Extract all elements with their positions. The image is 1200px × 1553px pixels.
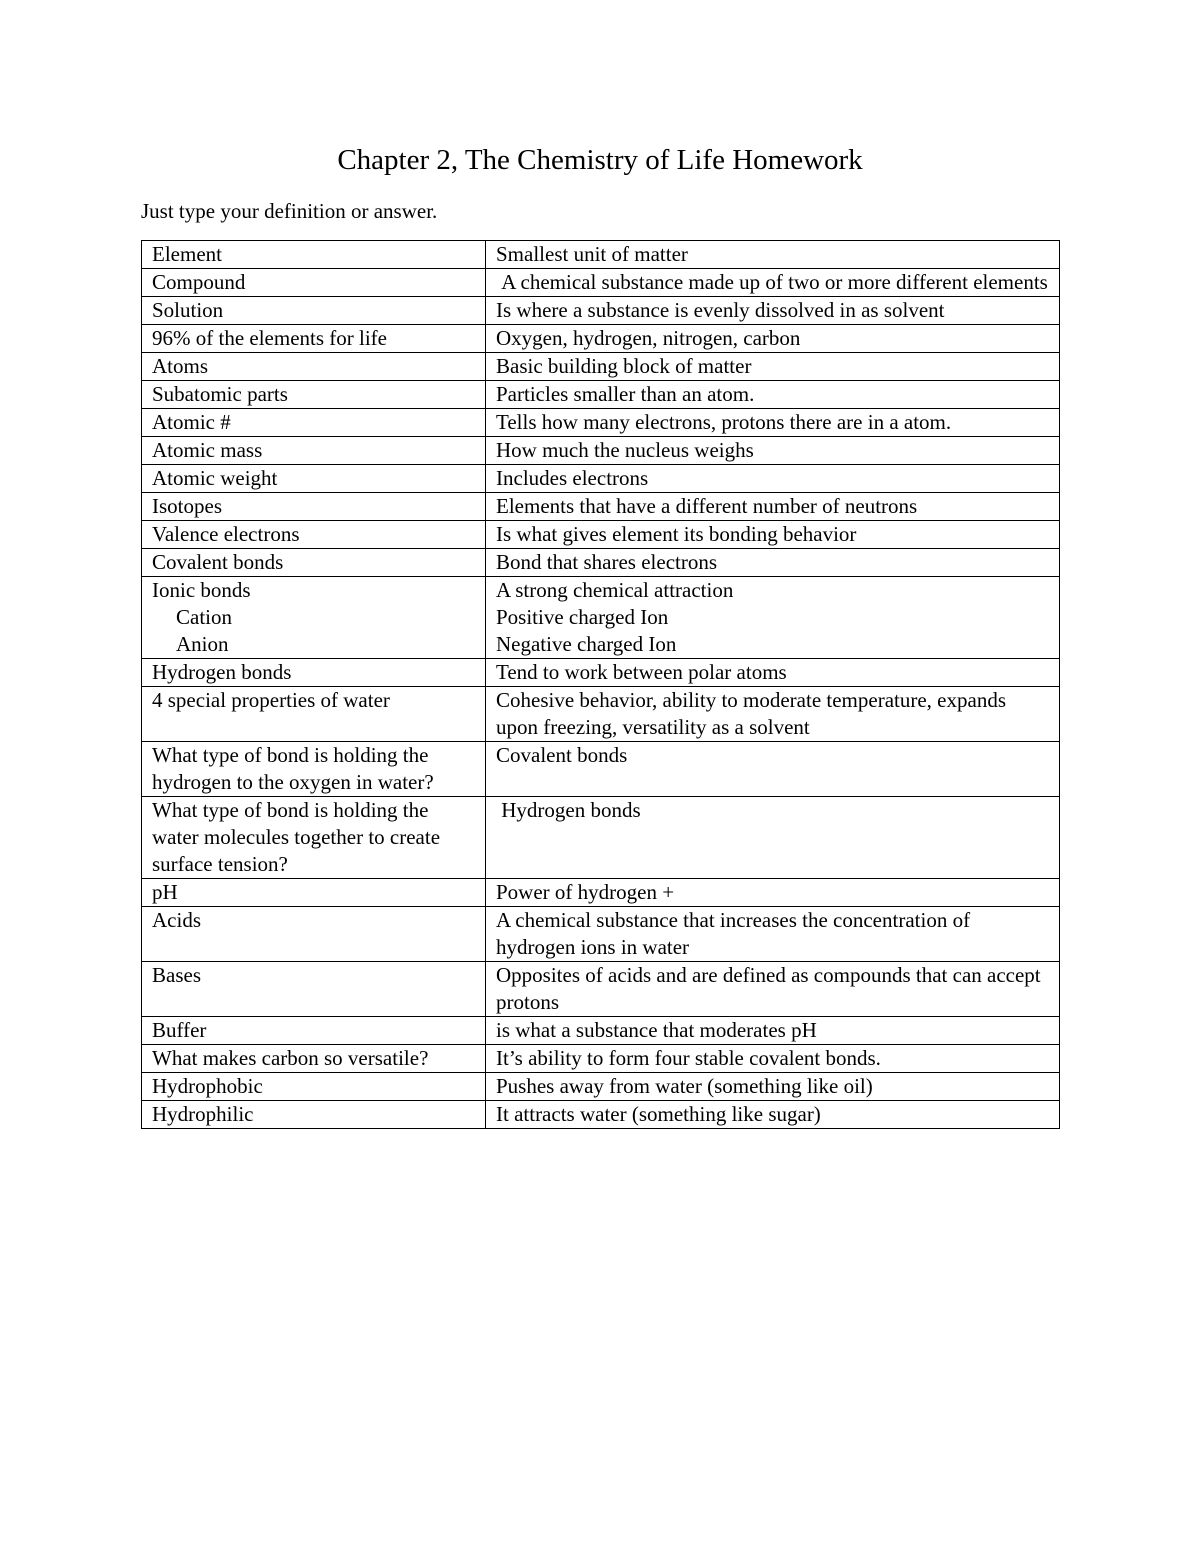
table-row — [142, 325, 1060, 353]
definition-text: Pushes away from water (something like oil) — [496, 1074, 873, 1098]
definition-text: A chemical substance made up of two or more different elements — [496, 270, 1048, 294]
term-cell — [142, 353, 486, 381]
table-row — [142, 907, 1060, 962]
definition-cell — [486, 409, 1060, 437]
definition-cell — [486, 465, 1060, 493]
term-text: What type of bond is holding the hydrogen to the oxygen in water? — [152, 743, 434, 794]
definition-cell — [486, 521, 1060, 549]
term-cell — [142, 659, 486, 687]
definition-text: Smallest unit of matter — [496, 242, 688, 266]
term-cell — [142, 465, 486, 493]
term-cell — [142, 493, 486, 521]
term-cell — [142, 325, 486, 353]
term-cell — [142, 409, 486, 437]
definition-cell — [486, 1101, 1060, 1129]
term-cell — [142, 1017, 486, 1045]
table-row — [142, 269, 1060, 297]
definition-text: Basic building block of matter — [496, 354, 752, 378]
term-cell — [142, 297, 486, 325]
definition-text: Particles smaller than an atom. — [496, 382, 755, 406]
term-text: Acids — [152, 908, 201, 932]
term-text: Buffer — [152, 1018, 207, 1042]
definition-text: A strong chemical attraction — [496, 578, 734, 602]
term-text: Compound — [152, 270, 246, 294]
definition-text: How much the nucleus weighs — [496, 438, 754, 462]
definition-cell — [486, 549, 1060, 577]
definition-cell — [486, 493, 1060, 521]
definition-text: Power of hydrogen + — [496, 880, 675, 904]
definition-text: Elements that have a different number of neutrons — [496, 494, 918, 518]
term-cell — [142, 687, 486, 742]
definition-cell — [486, 879, 1060, 907]
term-text: Atoms — [152, 354, 209, 378]
term-cell — [142, 241, 486, 269]
term-cell — [142, 269, 486, 297]
term-text: Atomic # — [152, 410, 231, 434]
instructions-text: Just type your definition or answer. — [141, 199, 438, 223]
term-text: Subatomic parts — [152, 382, 288, 406]
table-row — [142, 659, 1060, 687]
definition-cell — [486, 797, 1060, 879]
table-row — [142, 962, 1060, 1017]
definition-cell — [486, 577, 1060, 659]
table-row — [142, 297, 1060, 325]
definition-text: Oxygen, hydrogen, nitrogen, carbon — [496, 326, 801, 350]
table-row — [142, 521, 1060, 549]
definition-text: Hydrogen bonds — [496, 798, 641, 822]
term-text: Atomic weight — [152, 466, 278, 490]
term-text: Atomic mass — [152, 438, 263, 462]
homework-table — [141, 240, 1060, 1129]
term-text: 4 special properties of water — [152, 688, 390, 712]
table-row — [142, 493, 1060, 521]
term-text: What makes carbon so versatile? — [152, 1046, 429, 1070]
definition-text: It’s ability to form four stable covalent bonds. — [496, 1046, 881, 1070]
table-row — [142, 879, 1060, 907]
term-text: Valence electrons — [152, 522, 300, 546]
definition-text: Bond that shares electrons — [496, 550, 718, 574]
table-row — [142, 687, 1060, 742]
term-text: Covalent bonds — [152, 550, 284, 574]
definition-subtext: Negative charged Ion — [496, 632, 677, 656]
table-row — [142, 1101, 1060, 1129]
term-text: Ionic bonds — [152, 578, 251, 602]
definition-cell — [486, 437, 1060, 465]
term-text: 96% of the elements for life — [152, 326, 387, 350]
document-title: Chapter 2, The Chemistry of Life Homework — [337, 144, 863, 176]
definition-text: Opposites of acids and are defined as compounds that can accept protons — [496, 963, 1041, 1014]
definition-cell — [486, 381, 1060, 409]
table-row — [142, 381, 1060, 409]
definition-cell — [486, 659, 1060, 687]
definition-cell — [486, 907, 1060, 962]
definition-text: Tells how many electrons, protons there are in a atom. — [496, 410, 952, 434]
definition-cell — [486, 1045, 1060, 1073]
definition-cell — [486, 1017, 1060, 1045]
term-cell — [142, 1073, 486, 1101]
definition-subtext: Positive charged Ion — [496, 605, 669, 629]
definition-text: is what a substance that moderates pH — [496, 1018, 817, 1042]
table-row — [142, 1017, 1060, 1045]
table-row — [142, 742, 1060, 797]
term-cell — [142, 962, 486, 1017]
definition-cell — [486, 241, 1060, 269]
table-row — [142, 1045, 1060, 1073]
definition-cell — [486, 962, 1060, 1017]
table-row — [142, 409, 1060, 437]
definition-text: Cohesive behavior, ability to moderate temperature, expands upon freezing, versatility as a solvent — [496, 688, 1006, 739]
term-cell — [142, 381, 486, 409]
definition-cell — [486, 325, 1060, 353]
definition-cell — [486, 297, 1060, 325]
definition-text: Is what gives element its bonding behavior — [496, 522, 857, 546]
term-subtext: Anion — [176, 632, 229, 656]
term-cell — [142, 879, 486, 907]
term-cell — [142, 1101, 486, 1129]
definition-cell — [486, 687, 1060, 742]
term-text: Hydrophilic — [152, 1102, 254, 1126]
term-text: What type of bond is holding the water molecules together to create surface tension? — [152, 798, 441, 876]
definition-text: It attracts water (something like sugar) — [496, 1102, 821, 1126]
definition-cell — [486, 269, 1060, 297]
table-row — [142, 437, 1060, 465]
term-cell — [142, 437, 486, 465]
definition-text: A chemical substance that increases the concentration of hydrogen ions in water — [496, 908, 971, 959]
term-subtext: Cation — [176, 605, 232, 629]
term-cell — [142, 577, 486, 659]
term-text: Isotopes — [152, 494, 222, 518]
term-text: pH — [152, 880, 178, 904]
term-cell — [142, 742, 486, 797]
table-row — [142, 549, 1060, 577]
table-row — [142, 577, 1060, 659]
term-text: Bases — [152, 963, 201, 987]
term-cell — [142, 907, 486, 962]
term-text: Element — [152, 242, 222, 266]
definition-text: Includes electrons — [496, 466, 649, 490]
term-text: Hydrophobic — [152, 1074, 263, 1098]
term-cell — [142, 797, 486, 879]
definition-text: Is where a substance is evenly dissolved in as solvent — [496, 298, 945, 322]
term-cell — [142, 1045, 486, 1073]
definition-text: Tend to work between polar atoms — [496, 660, 787, 684]
table-row — [142, 353, 1060, 381]
table-row — [142, 241, 1060, 269]
term-text: Hydrogen bonds — [152, 660, 292, 684]
table-row — [142, 797, 1060, 879]
definition-cell — [486, 1073, 1060, 1101]
table-row — [142, 465, 1060, 493]
definition-cell — [486, 742, 1060, 797]
term-cell — [142, 521, 486, 549]
definition-text: Covalent bonds — [496, 743, 628, 767]
term-text: Solution — [152, 298, 224, 322]
definition-cell — [486, 353, 1060, 381]
term-cell — [142, 549, 486, 577]
table-row — [142, 1073, 1060, 1101]
